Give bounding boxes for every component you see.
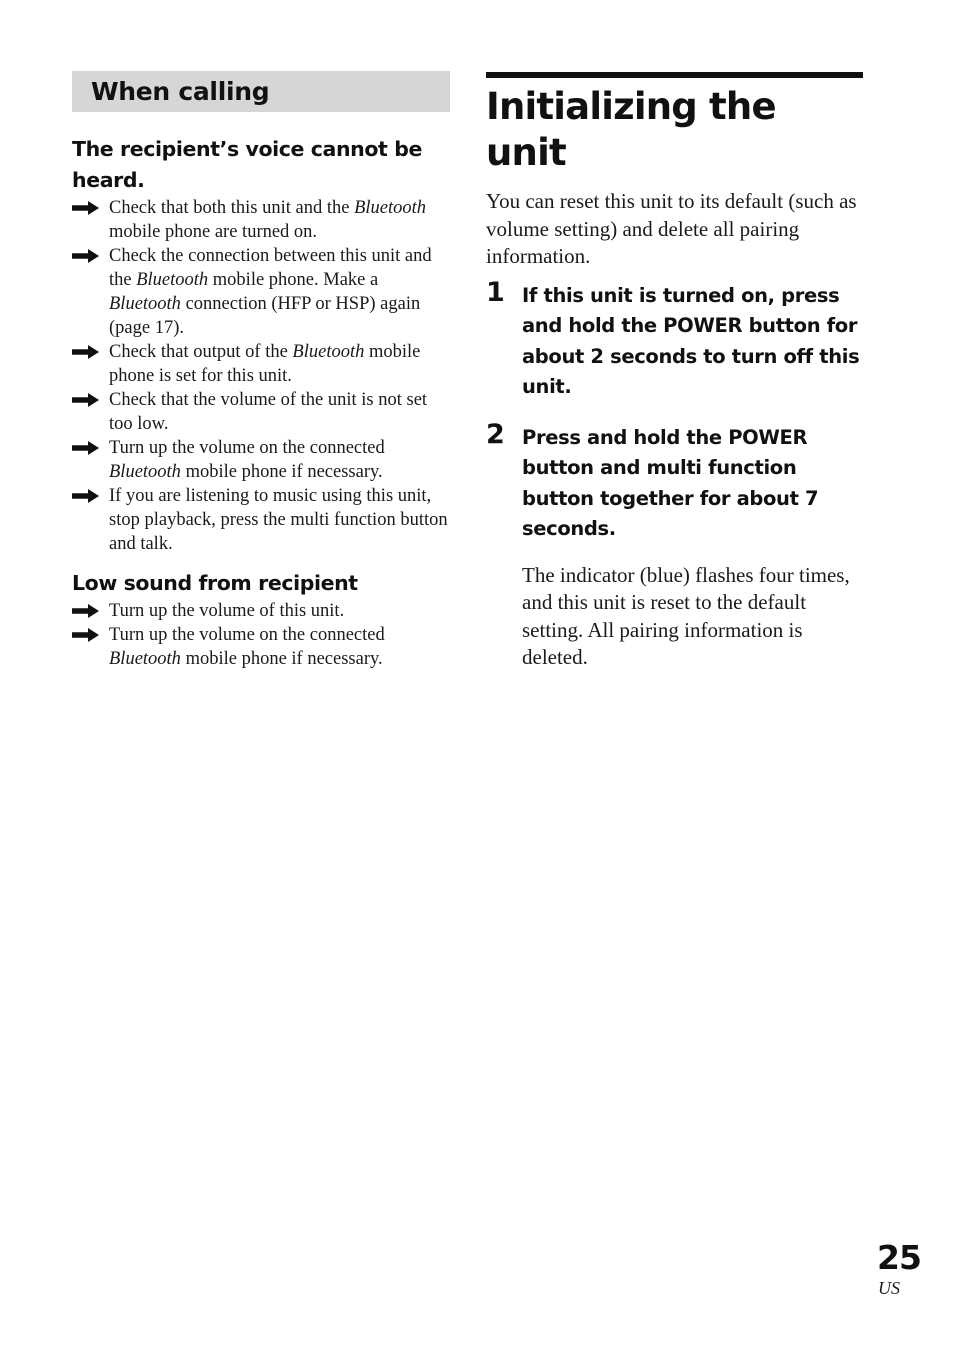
tip-text: Turn up the volume on the connected bbox=[109, 625, 385, 645]
tip-text: Check that output of the bbox=[109, 342, 293, 362]
heading-voice-cannot-be-heard: The recipient’s voice cannot be heard. bbox=[72, 137, 422, 192]
right-arrow-icon bbox=[72, 393, 99, 407]
tip-text: Turn up the volume of this unit. bbox=[109, 601, 345, 621]
italic-term: Bluetooth bbox=[136, 270, 209, 290]
page-number: 25 bbox=[877, 1238, 921, 1277]
right-arrow-icon bbox=[72, 201, 99, 215]
step-2 bbox=[486, 418, 863, 672]
italic-term: Bluetooth bbox=[109, 462, 181, 482]
right-arrow-icon bbox=[72, 249, 99, 263]
right-arrow-icon bbox=[72, 345, 99, 359]
right-arrow-icon bbox=[72, 604, 99, 618]
tip-text: mobile phone. Make a bbox=[208, 270, 379, 290]
title-rule bbox=[486, 72, 863, 78]
section-header-when-calling bbox=[72, 71, 450, 112]
tip-text: Check the connection between this unit and the bbox=[109, 246, 432, 290]
step-instruction: Press and hold the POWER button and multi function button together for about 7 seconds. bbox=[522, 425, 819, 540]
tip-item bbox=[72, 340, 450, 388]
section-title: When calling bbox=[91, 77, 270, 106]
step-1 bbox=[486, 276, 863, 403]
italic-term: Bluetooth bbox=[292, 342, 365, 362]
right-arrow-icon bbox=[72, 441, 99, 455]
right-arrow-icon bbox=[72, 489, 99, 503]
italic-term: Bluetooth bbox=[109, 294, 181, 314]
italic-term: Bluetooth bbox=[109, 649, 181, 669]
low-sound-tips-list bbox=[72, 599, 450, 671]
tip-text: connection (HFP or HSP) again (page 17). bbox=[109, 294, 421, 338]
step-description: The indicator (blue) flashes four times, and this unit is reset to the default setting. All pairing information is deleted. bbox=[522, 562, 850, 669]
intro-paragraph: You can reset this unit to its default (such as volume setting) and delete all pairing information. bbox=[486, 189, 857, 268]
tip-item bbox=[72, 196, 450, 244]
tip-item bbox=[72, 484, 450, 556]
tip-text: Check that the volume of the unit is not set too low. bbox=[109, 390, 428, 434]
tip-item bbox=[72, 388, 450, 436]
tip-text: mobile phone if necessary. bbox=[180, 649, 383, 669]
tip-item bbox=[72, 436, 450, 484]
tip-text: mobile phone if necessary. bbox=[180, 462, 383, 482]
region-code: US bbox=[878, 1278, 900, 1298]
tip-item bbox=[72, 244, 450, 340]
tip-item bbox=[72, 599, 450, 623]
tip-text: If you are listening to music using this unit, stop playback, press the multi function button and talk. bbox=[109, 486, 448, 554]
voice-tips-list bbox=[72, 196, 450, 556]
tip-text: mobile phone is set for this unit. bbox=[109, 342, 421, 386]
tip-item bbox=[72, 623, 450, 671]
tip-text: Check that both this unit and the bbox=[109, 198, 355, 218]
step-number: 1 bbox=[486, 276, 505, 308]
left-column bbox=[72, 71, 450, 671]
heading-low-sound: Low sound from recipient bbox=[72, 571, 358, 595]
tip-text: mobile phone are turned on. bbox=[109, 222, 318, 242]
step-instruction: If this unit is turned on, press and hold the POWER button for about 2 seconds to turn off this unit. bbox=[522, 283, 860, 398]
italic-term: Bluetooth bbox=[354, 198, 427, 218]
page-title: Initializing the unit bbox=[486, 85, 776, 174]
tip-text: Turn up the volume on the connected bbox=[109, 438, 385, 458]
step-number: 2 bbox=[486, 418, 505, 450]
right-column bbox=[486, 72, 863, 672]
right-arrow-icon bbox=[72, 628, 99, 642]
